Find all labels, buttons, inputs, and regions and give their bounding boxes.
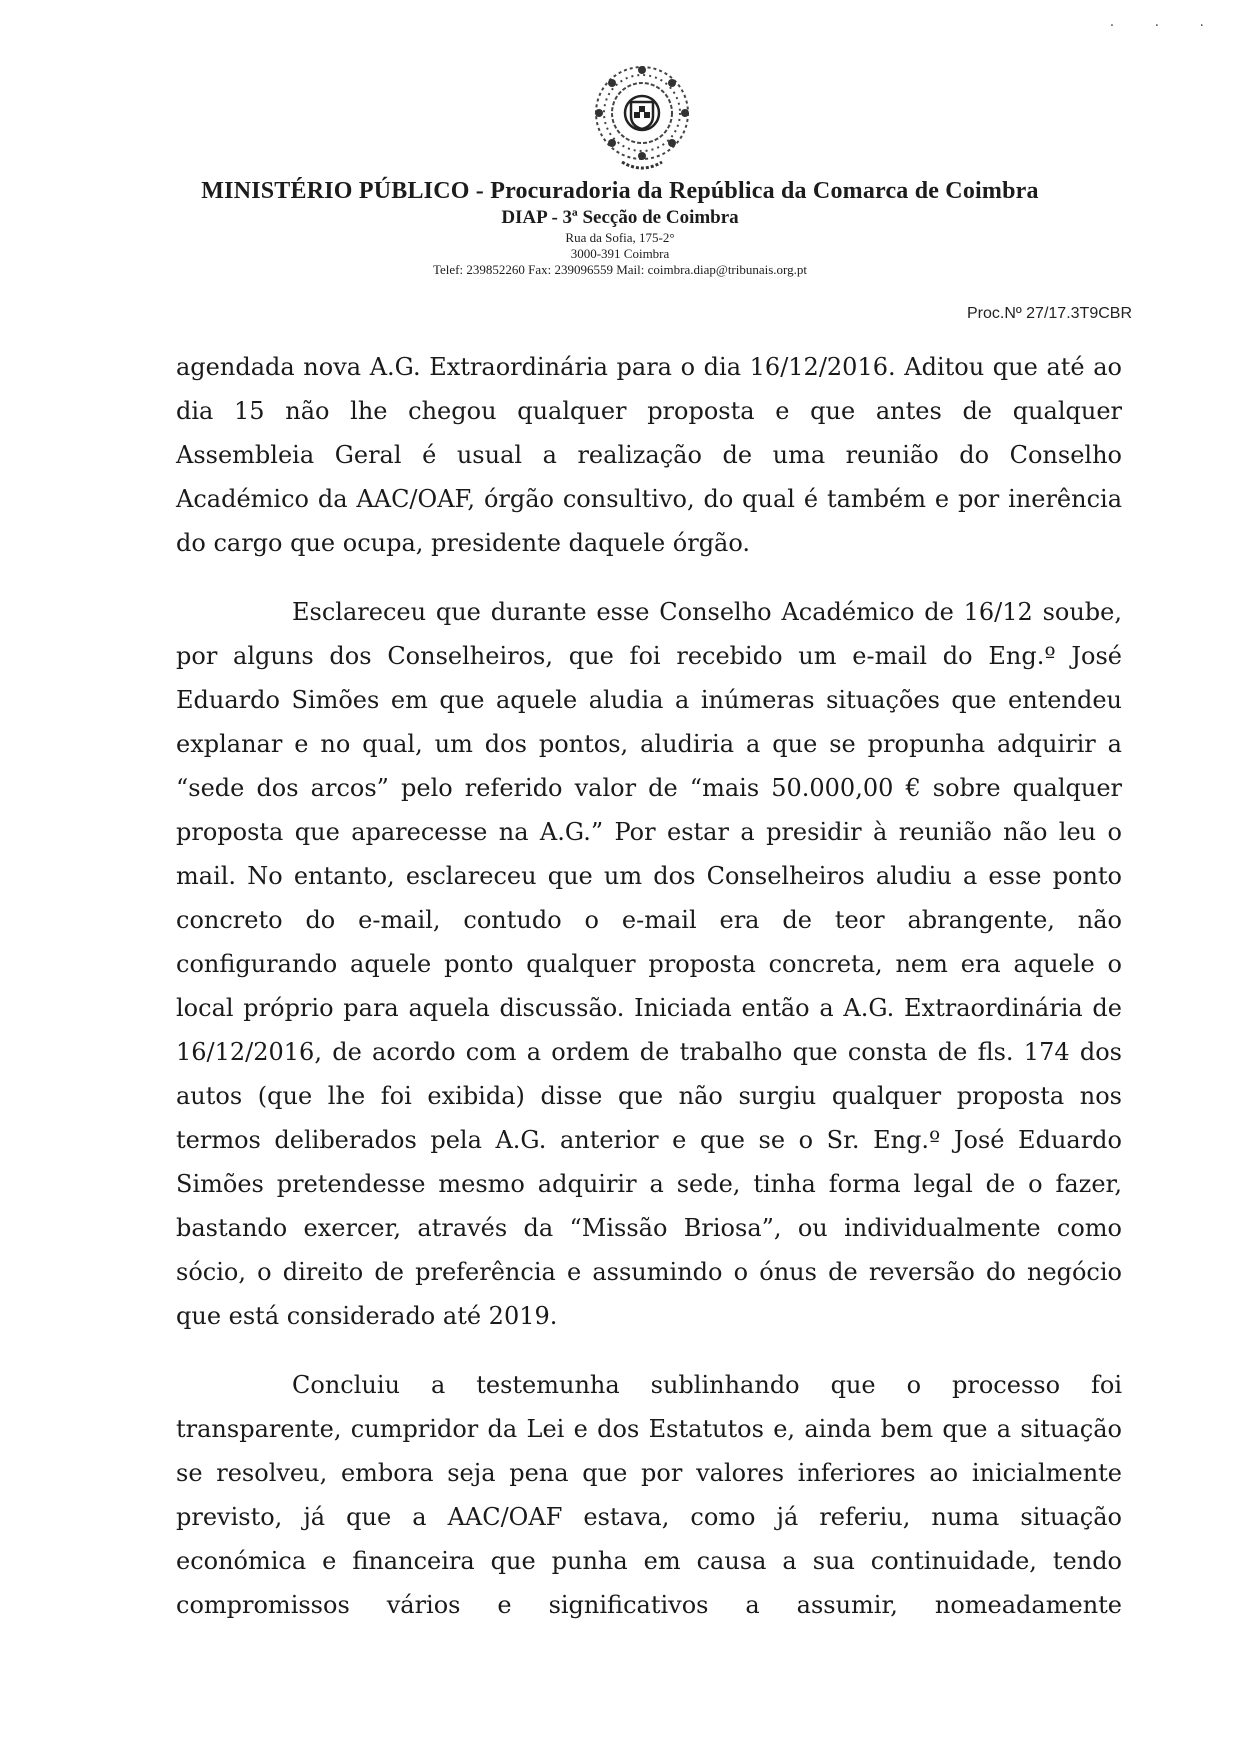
letterhead-address-2: 3000-391 Coimbra (570, 246, 670, 261)
document-body (176, 345, 1122, 1652)
letterhead (0, 176, 1240, 278)
paragraph: Concluiu a testemunha sublinhando que o processo foi transparente, cumpridor da Lei e dos Estatutos e, ainda bem que a situação se resolveu, embora seja pena que por valores inferiores ao inicialmente previsto, já que a AAC/OAF estava, como já referiu, numa situação económica e financeira que punha em causa a sua continuidade, tendo compromissos vários e significativos a assumir, nomeadamente (176, 1371, 1122, 1619)
paragraph: Esclareceu que durante esse Conselho Académico de 16/12 soube, por alguns dos Conselheiros, que foi recebido um e-mail do Eng.º José Eduardo Simões em que aquele aludia a inúmeras situações que entendeu explanar e no qual, um dos pontos, aludiria a que se propunha adquirir a “sede dos arcos” pelo referido valor de “mais 50.000,00 € sobre qualquer proposta que aparecesse na A.G.” Por estar a presidir à reunião não leu o mail. No entanto, esclareceu que um dos Conselheiros aludiu a esse ponto concreto do e-mail, contudo o e-mail era de teor abrangente, não configurando aquele ponto qualquer proposta concreta, nem era aquele o local próprio para aquela discussão. Iniciada então a A.G. Extraordinária de 16/12/2016, de acordo com a ordem de trabalho que consta de fls. 174 dos autos (que lhe foi exibida) disse que não surgiu qualquer proposta nos termos deliberados pela A.G. anterior e que se o Sr. Eng.º José Eduardo Simões pretendesse mesmo adquirir a sede, tinha forma legal de o fazer, bastando exercer, através da “Missão Briosa”, ou individualmente como sócio, o direito de preferência e assumindo o ónus de reversão do negócio que está considerado até 2019. (176, 598, 1122, 1330)
letterhead-contacts: Telef: 239852260 Fax: 239096559 Mail: coimbra.diap@tribunais.org.pt (432, 262, 808, 277)
letterhead-title: MINISTÉRIO PÚBLICO - Procuradoria da República da Comarca de Coimbra (201, 178, 1039, 204)
corner-marks: . . . (1109, 14, 1222, 30)
letterhead-address-1: Rua da Sofia, 175-2° (565, 230, 675, 245)
process-number: Proc.Nº 27/17.3T9CBR (966, 305, 1132, 322)
paragraph: agendada nova A.G. Extraordinária para o dia 16/12/2016. Aditou que até ao dia 15 não lhe chegou qualquer proposta e que antes de qualquer Assembleia Geral é usual a realização de uma reunião do Conselho Académico da AAC/OAF, órgão consultivo, do qual é também e por inerência do cargo que ocupa, presidente daquele órgão. (176, 353, 1122, 557)
coat-of-arms-seal (587, 58, 697, 176)
letterhead-subtitle: DIAP - 3ª Secção de Coimbra (501, 207, 739, 228)
